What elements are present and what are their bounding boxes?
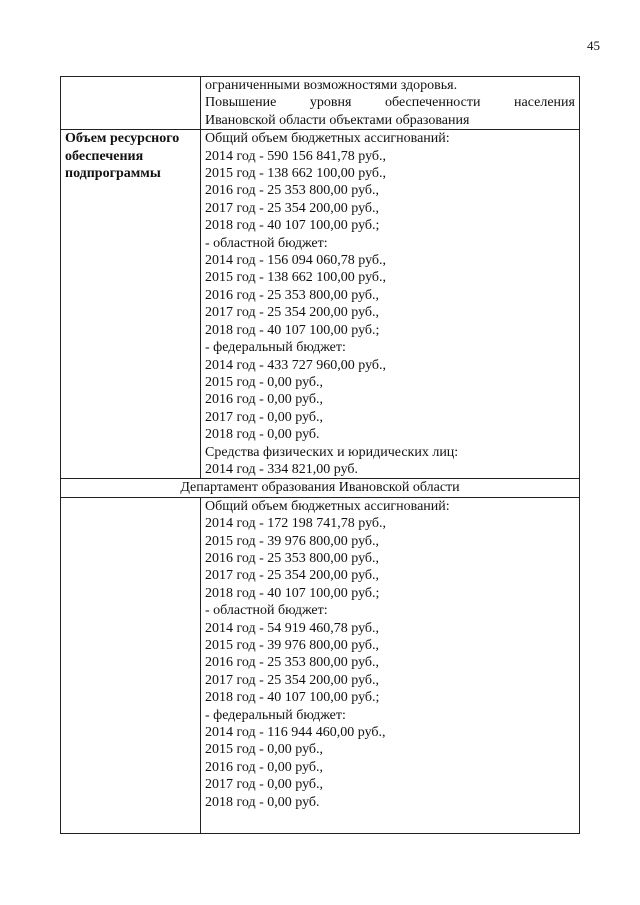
row1-justified-line: [205, 94, 575, 111]
resources-label-line: обеспечения: [65, 148, 144, 164]
table-row-resources: [61, 130, 580, 479]
federal-budget-heading: - федеральный бюджет:: [205, 340, 346, 356]
budget-line: 2016 год - 25 353 800,00 руб.,: [205, 655, 380, 671]
budget-line: 2014 год - 172 198 741,78 руб.,: [205, 516, 387, 532]
budget-line: 2016 год - 0,00 руб.,: [205, 392, 324, 408]
budget-line: 2014 год - 156 094 060,78 руб.,: [205, 253, 387, 269]
budget-line: 2014 год - 590 156 841,78 руб.,: [205, 148, 387, 164]
resources-label-line: Объем ресурсного: [65, 131, 180, 147]
department-header: Департамент образования Ивановской области: [180, 480, 460, 496]
budget-line: 2017 год - 25 354 200,00 руб.,: [205, 200, 380, 216]
budget-line: 2014 год - 54 919 460,78 руб.,: [205, 620, 380, 636]
budget-line: 2017 год - 25 354 200,00 руб.,: [205, 305, 380, 321]
budget-line: 2014 год - 433 727 960,00 руб.,: [205, 357, 387, 373]
resources-value-cell: [201, 130, 580, 479]
budget-line: 2017 год - 0,00 руб.,: [205, 777, 324, 793]
budget-line: 2015 год - 0,00 руб.,: [205, 742, 324, 758]
page-number: 45: [587, 38, 600, 53]
row1-line: ограниченными возможностями здоровья.: [205, 78, 458, 93]
private-funds-heading: Средства физических и юридических лиц:: [205, 444, 459, 460]
budget-line: 2015 год - 0,00 руб.,: [205, 374, 324, 390]
resources-label-cell: [61, 130, 201, 479]
budget-line: 2017 год - 25 354 200,00 руб.,: [205, 568, 380, 584]
budget-line: 2018 год - 0,00 руб.: [205, 794, 320, 810]
budget-line: 2015 год - 138 662 100,00 руб.,: [205, 166, 387, 182]
subprogram-table: [60, 76, 580, 834]
department-left-cell: [61, 497, 201, 833]
row1-right-cell: [201, 77, 580, 130]
budget-line: 2018 год - 0,00 руб.: [205, 427, 320, 443]
budget-line: 2018 год - 40 107 100,00 руб.;: [205, 690, 380, 706]
budget-line: 2018 год - 40 107 100,00 руб.;: [205, 585, 380, 601]
budget-line: 2016 год - 25 353 800,00 руб.,: [205, 550, 380, 566]
federal-budget-heading: - федеральный бюджет:: [205, 707, 346, 723]
budget-line: 2015 год - 138 662 100,00 руб.,: [205, 270, 387, 286]
budget-line: 2017 год - 0,00 руб.,: [205, 409, 324, 425]
budget-line: 2017 год - 25 354 200,00 руб.,: [205, 672, 380, 688]
budget-line: 2016 год - 25 353 800,00 руб.,: [205, 287, 380, 303]
budget-line: 2014 год - 116 944 460,00 руб.,: [205, 725, 386, 741]
budget-line: 2015 год - 39 976 800,00 руб.,: [205, 533, 380, 549]
budget-line: 2015 год - 39 976 800,00 руб.,: [205, 638, 380, 653]
budget-line: 2018 год - 40 107 100,00 руб.;: [205, 218, 380, 234]
row1-word: обеспеченности: [385, 95, 481, 111]
budget-line: 2016 год - 0,00 руб.,: [205, 759, 324, 775]
budget-total-heading: Общий объем бюджетных ассигнований:: [205, 131, 450, 147]
row1-last-line: Ивановской области объектами образования: [205, 112, 470, 128]
table-row-goals: [61, 77, 580, 130]
resources-label-line: подпрограммы: [65, 166, 161, 182]
table-row-department-budget: [61, 497, 580, 833]
row1-word: населения: [514, 95, 575, 111]
regional-budget-heading: - областной бюджет:: [205, 603, 328, 619]
row1-left-cell: [61, 77, 201, 130]
row1-word: уровня: [309, 95, 352, 111]
table-row-department-header: [61, 479, 580, 497]
row1-word: Повышение: [205, 95, 277, 111]
budget-line: 2018 год - 40 107 100,00 руб.;: [205, 322, 380, 338]
budget-total-heading: Общий объем бюджетных ассигнований:: [205, 498, 450, 514]
cell-bottom-spacer: [205, 811, 575, 833]
department-value-cell: [201, 497, 580, 833]
regional-budget-heading: - областной бюджет:: [205, 235, 328, 251]
budget-line: 2016 год - 25 353 800,00 руб.,: [205, 183, 380, 199]
department-header-cell: [61, 479, 580, 497]
budget-line: 2014 год - 334 821,00 руб.: [205, 461, 359, 477]
